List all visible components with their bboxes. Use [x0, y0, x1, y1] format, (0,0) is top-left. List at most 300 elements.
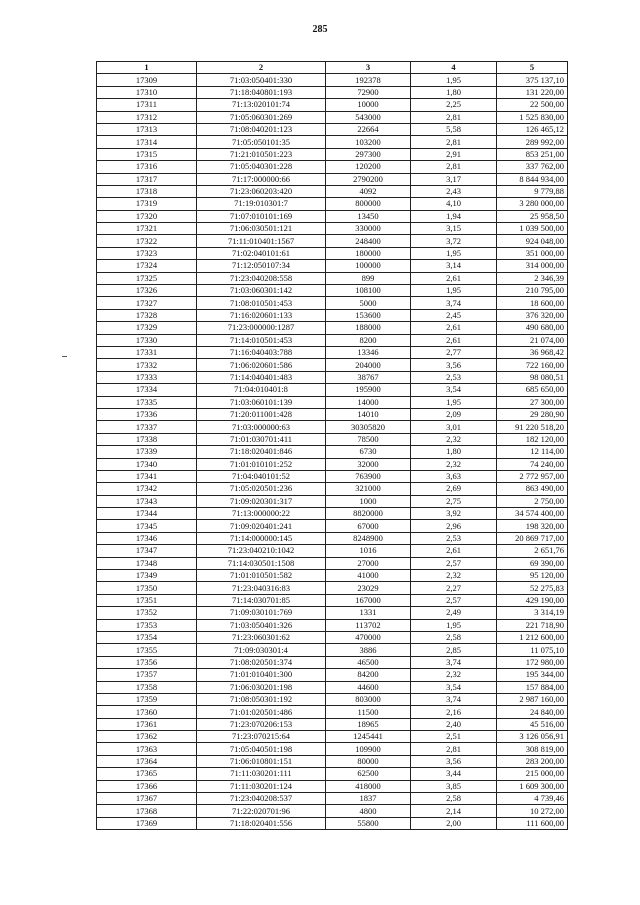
table-cell: 2,77	[411, 346, 497, 358]
table-row	[97, 173, 568, 185]
table-cell: 71:23:000000:1287	[197, 322, 326, 334]
table-cell: 3,63	[411, 470, 497, 482]
table-cell: 17310	[97, 86, 197, 98]
table-cell: 351 000,00	[497, 247, 568, 259]
table-row	[97, 74, 568, 86]
table-cell: 2,81	[411, 136, 497, 148]
table-row	[97, 693, 568, 705]
margin-mark	[62, 356, 67, 357]
table-cell: 2,32	[411, 570, 497, 582]
table-cell: 17339	[97, 446, 197, 458]
table-cell: 120200	[326, 161, 411, 173]
table-cell: 24 840,00	[497, 706, 568, 718]
table-cell: 17344	[97, 508, 197, 520]
table-cell: 192378	[326, 74, 411, 86]
table-cell: 17335	[97, 396, 197, 408]
table-cell: 3,44	[411, 768, 497, 780]
table-row	[97, 408, 568, 420]
table-cell: 17349	[97, 570, 197, 582]
table-cell: 71:06:030501:121	[197, 223, 326, 235]
table-cell: 2,61	[411, 322, 497, 334]
table-row	[97, 607, 568, 619]
table-row	[97, 136, 568, 148]
table-cell: 2,96	[411, 520, 497, 532]
table-cell: 27 300,00	[497, 396, 568, 408]
table-cell: 69 390,00	[497, 557, 568, 569]
table-cell: 71:14:030501:1508	[197, 557, 326, 569]
table-cell: 71:06:030201:198	[197, 681, 326, 693]
table-cell: 71:16:040403:788	[197, 346, 326, 358]
table-cell: 2790200	[326, 173, 411, 185]
table-row	[97, 805, 568, 817]
table-cell: 17365	[97, 768, 197, 780]
table-cell: 21 074,00	[497, 334, 568, 346]
table-cell: 376 320,00	[497, 309, 568, 321]
table-cell: 2,32	[411, 458, 497, 470]
table-cell: 71:22:020701:96	[197, 805, 326, 817]
table-row	[97, 508, 568, 520]
table-cell: 14000	[326, 396, 411, 408]
table-cell: 23029	[326, 582, 411, 594]
table-cell: 1 212 600,00	[497, 631, 568, 643]
header-row	[97, 62, 568, 74]
table-cell: 803000	[326, 693, 411, 705]
table-cell: 71:09:020401:241	[197, 520, 326, 532]
table-cell: 3,15	[411, 223, 497, 235]
table-cell: 71:08:020501:374	[197, 656, 326, 668]
table-cell: 685 650,00	[497, 384, 568, 396]
table-cell: 71:23:040208:558	[197, 272, 326, 284]
table-cell: 248400	[326, 235, 411, 247]
table-cell: 71:03:050401:326	[197, 619, 326, 631]
table-cell: 71:01:010501:582	[197, 570, 326, 582]
table-cell: 71:03:000000:63	[197, 421, 326, 433]
table-cell: 71:23:060301:62	[197, 631, 326, 643]
table-cell: 3,17	[411, 173, 497, 185]
table-cell: 3,56	[411, 359, 497, 371]
table-row	[97, 557, 568, 569]
page-number: 285	[312, 24, 328, 35]
table-cell: 71:03:060301:142	[197, 285, 326, 297]
table-cell: 8 844 934,00	[497, 173, 568, 185]
table-cell: 2,14	[411, 805, 497, 817]
table-cell: 71:09:030301:4	[197, 644, 326, 656]
column-header: 3	[326, 62, 411, 74]
table-cell: 2,40	[411, 718, 497, 730]
table-cell: 1245441	[326, 731, 411, 743]
table-cell: 2,91	[411, 148, 497, 160]
table-cell: 17326	[97, 285, 197, 297]
table-row	[97, 483, 568, 495]
table-row	[97, 470, 568, 482]
table-cell: 71:14:030701:85	[197, 594, 326, 606]
table-cell: 71:08:040201:123	[197, 123, 326, 135]
table-row	[97, 669, 568, 681]
table-row	[97, 334, 568, 346]
table-cell: 71:01:010101:252	[197, 458, 326, 470]
table-row	[97, 86, 568, 98]
table-cell: 210 795,00	[497, 285, 568, 297]
table-cell: 17338	[97, 433, 197, 445]
table-cell: 5,58	[411, 123, 497, 135]
table-cell: 17318	[97, 185, 197, 197]
table-cell: 44600	[326, 681, 411, 693]
table-cell: 71:18:020401:846	[197, 446, 326, 458]
table-cell: 17320	[97, 210, 197, 222]
table-cell: 27000	[326, 557, 411, 569]
table-cell: 2,25	[411, 99, 497, 111]
table-cell: 3,14	[411, 260, 497, 272]
table-cell: 74 240,00	[497, 458, 568, 470]
table-cell: 71:11:030201:111	[197, 768, 326, 780]
table-row	[97, 768, 568, 780]
table-cell: 71:06:010801:151	[197, 755, 326, 767]
table-cell: 109900	[326, 743, 411, 755]
table-row	[97, 817, 568, 829]
table-cell: 71:06:020601:586	[197, 359, 326, 371]
table-cell: 29 280,90	[497, 408, 568, 420]
table-cell: 2,00	[411, 817, 497, 829]
table-cell: 2,32	[411, 433, 497, 445]
table-cell: 71:05:060301:269	[197, 111, 326, 123]
table-cell: 17366	[97, 780, 197, 792]
table-cell: 1331	[326, 607, 411, 619]
table-cell: 17321	[97, 223, 197, 235]
table-cell: 429 190,00	[497, 594, 568, 606]
table-cell: 71:03:060101:139	[197, 396, 326, 408]
table-row	[97, 594, 568, 606]
table-cell: 13450	[326, 210, 411, 222]
table-cell: 17368	[97, 805, 197, 817]
table-row	[97, 545, 568, 557]
table-cell: 283 200,00	[497, 755, 568, 767]
table-cell: 2,81	[411, 743, 497, 755]
table-cell: 543000	[326, 111, 411, 123]
table-row	[97, 793, 568, 805]
table-cell: 71:14:040401:483	[197, 371, 326, 383]
table-cell: 337 762,00	[497, 161, 568, 173]
table-row	[97, 743, 568, 755]
table-cell: 2,45	[411, 309, 497, 321]
table-cell: 98 080,51	[497, 371, 568, 383]
table-cell: 172 980,00	[497, 656, 568, 668]
table-body	[97, 74, 568, 830]
table-cell: 71:13:020101:74	[197, 99, 326, 111]
table-cell: 71:23:040316:83	[197, 582, 326, 594]
table-cell: 95 120,00	[497, 570, 568, 582]
table-cell: 100000	[326, 260, 411, 272]
table-cell: 17336	[97, 408, 197, 420]
table-cell: 20 869 717,00	[497, 532, 568, 544]
table-cell: 3,72	[411, 235, 497, 247]
table-cell: 17343	[97, 495, 197, 507]
table-cell: 2,69	[411, 483, 497, 495]
table-row	[97, 433, 568, 445]
table-cell: 2,27	[411, 582, 497, 594]
table-cell: 17319	[97, 198, 197, 210]
table-cell: 71:11:030201:124	[197, 780, 326, 792]
table-cell: 2 750,00	[497, 495, 568, 507]
table-cell: 11500	[326, 706, 411, 718]
table-cell: 17356	[97, 656, 197, 668]
table-cell: 17354	[97, 631, 197, 643]
table-cell: 22 500,00	[497, 99, 568, 111]
table-cell: 11 075,10	[497, 644, 568, 656]
table-row	[97, 223, 568, 235]
table-cell: 17309	[97, 74, 197, 86]
table-cell: 22664	[326, 123, 411, 135]
table-cell: 71:23:070215:64	[197, 731, 326, 743]
table-cell: 17358	[97, 681, 197, 693]
table-cell: 71:04:040101:52	[197, 470, 326, 482]
table-cell: 3886	[326, 644, 411, 656]
table-cell: 55800	[326, 817, 411, 829]
table-cell: 17352	[97, 607, 197, 619]
table-row	[97, 161, 568, 173]
table-cell: 71:21:010501:223	[197, 148, 326, 160]
table-cell: 863 490,00	[497, 483, 568, 495]
table-cell: 1 609 300,00	[497, 780, 568, 792]
column-header: 2	[197, 62, 326, 74]
table-cell: 167000	[326, 594, 411, 606]
table-row	[97, 656, 568, 668]
table-cell: 6730	[326, 446, 411, 458]
table-cell: 17329	[97, 322, 197, 334]
table-cell: 1,95	[411, 396, 497, 408]
table-cell: 17330	[97, 334, 197, 346]
table-row	[97, 99, 568, 111]
table-cell: 71:05:040501:198	[197, 743, 326, 755]
table-cell: 3,54	[411, 681, 497, 693]
table-cell: 25 958,50	[497, 210, 568, 222]
table-cell: 1000	[326, 495, 411, 507]
table-cell: 2,61	[411, 272, 497, 284]
table-row	[97, 371, 568, 383]
table-cell: 18 600,00	[497, 297, 568, 309]
table-cell: 14010	[326, 408, 411, 420]
table-row	[97, 446, 568, 458]
table-cell: 8200	[326, 334, 411, 346]
table-cell: 71:07:010101:169	[197, 210, 326, 222]
table-cell: 17347	[97, 545, 197, 557]
table-row	[97, 260, 568, 272]
table-row	[97, 396, 568, 408]
table-cell: 10000	[326, 99, 411, 111]
data-table	[96, 61, 568, 830]
table-cell: 17328	[97, 309, 197, 321]
table-cell: 17324	[97, 260, 197, 272]
column-header: 4	[411, 62, 497, 74]
table-cell: 17361	[97, 718, 197, 730]
table-row	[97, 198, 568, 210]
table-cell: 188000	[326, 322, 411, 334]
table-row	[97, 582, 568, 594]
table-cell: 71:11:010401:1567	[197, 235, 326, 247]
table-cell: 71:14:010501:453	[197, 334, 326, 346]
table-cell: 17322	[97, 235, 197, 247]
table-row	[97, 520, 568, 532]
table-cell: 71:23:070206:153	[197, 718, 326, 730]
table-cell: 2,61	[411, 545, 497, 557]
table-cell: 1,95	[411, 247, 497, 259]
table-cell: 1016	[326, 545, 411, 557]
table-row	[97, 681, 568, 693]
table-row	[97, 309, 568, 321]
table-row	[97, 384, 568, 396]
table-cell: 17314	[97, 136, 197, 148]
table-cell: 3 314,19	[497, 607, 568, 619]
table-cell: 8248900	[326, 532, 411, 544]
table-cell: 3,74	[411, 297, 497, 309]
table-cell: 17327	[97, 297, 197, 309]
table-cell: 71:01:020501:486	[197, 706, 326, 718]
table-row	[97, 285, 568, 297]
table-cell: 2,49	[411, 607, 497, 619]
table-cell: 17316	[97, 161, 197, 173]
table-cell: 17367	[97, 793, 197, 805]
table-cell: 71:23:040210:1042	[197, 545, 326, 557]
table-cell: 1837	[326, 793, 411, 805]
table-cell: 195 344,00	[497, 669, 568, 681]
column-header: 1	[97, 62, 197, 74]
table-row	[97, 755, 568, 767]
table-cell: 1 525 830,00	[497, 111, 568, 123]
table-cell: 204000	[326, 359, 411, 371]
table-cell: 800000	[326, 198, 411, 210]
table-cell: 67000	[326, 520, 411, 532]
table-cell: 71:01:010401:300	[197, 669, 326, 681]
table-cell: 71:09:020301:317	[197, 495, 326, 507]
table-cell: 4,10	[411, 198, 497, 210]
table-cell: 71:04:010401:8	[197, 384, 326, 396]
table-cell: 321000	[326, 483, 411, 495]
table-cell: 182 120,00	[497, 433, 568, 445]
table-cell: 17333	[97, 371, 197, 383]
table-cell: 3,01	[411, 421, 497, 433]
table-cell: 17359	[97, 693, 197, 705]
table-cell: 17313	[97, 123, 197, 135]
table-cell: 13346	[326, 346, 411, 358]
table-cell: 297300	[326, 148, 411, 160]
table-cell: 71:20:011001:428	[197, 408, 326, 420]
table-cell: 4800	[326, 805, 411, 817]
table-cell: 71:02:040101:61	[197, 247, 326, 259]
table-cell: 46500	[326, 656, 411, 668]
table-cell: 52 275,83	[497, 582, 568, 594]
column-header: 5	[497, 62, 568, 74]
table-cell: 8820000	[326, 508, 411, 520]
table-cell: 375 137,10	[497, 74, 568, 86]
table-cell: 314 000,00	[497, 260, 568, 272]
table-cell: 1,95	[411, 619, 497, 631]
table-cell: 2,85	[411, 644, 497, 656]
table-row	[97, 780, 568, 792]
table-cell: 215 000,00	[497, 768, 568, 780]
table-cell: 180000	[326, 247, 411, 259]
table-cell: 153600	[326, 309, 411, 321]
table-cell: 2,16	[411, 706, 497, 718]
table-cell: 17351	[97, 594, 197, 606]
table-row	[97, 123, 568, 135]
table-cell: 103200	[326, 136, 411, 148]
table-row	[97, 185, 568, 197]
table-cell: 2 772 957,00	[497, 470, 568, 482]
table-cell: 71:23:040208:537	[197, 793, 326, 805]
table-cell: 17312	[97, 111, 197, 123]
table-row	[97, 532, 568, 544]
table-cell: 17341	[97, 470, 197, 482]
table-cell: 2,43	[411, 185, 497, 197]
table-cell: 17337	[97, 421, 197, 433]
table-cell: 17369	[97, 817, 197, 829]
table-cell: 108100	[326, 285, 411, 297]
table-cell: 3,74	[411, 656, 497, 668]
table-cell: 2,53	[411, 532, 497, 544]
table-cell: 470000	[326, 631, 411, 643]
table-cell: 71:03:050401:330	[197, 74, 326, 86]
table-cell: 1 039 500,00	[497, 223, 568, 235]
table-cell: 2,57	[411, 557, 497, 569]
table-row	[97, 619, 568, 631]
table-cell: 17357	[97, 669, 197, 681]
table-cell: 36 968,42	[497, 346, 568, 358]
table-cell: 490 680,00	[497, 322, 568, 334]
table-cell: 2,61	[411, 334, 497, 346]
table-cell: 91 220 518,20	[497, 421, 568, 433]
table-cell: 71:05:050101:35	[197, 136, 326, 148]
table-row	[97, 247, 568, 259]
table-cell: 2,81	[411, 161, 497, 173]
table-cell: 71:01:030701:411	[197, 433, 326, 445]
table-cell: 3,85	[411, 780, 497, 792]
table-cell: 71:18:020401:556	[197, 817, 326, 829]
table-cell: 71:14:000000:145	[197, 532, 326, 544]
table-cell: 32000	[326, 458, 411, 470]
table-cell: 924 048,00	[497, 235, 568, 247]
table-cell: 2,58	[411, 631, 497, 643]
table-cell: 3,92	[411, 508, 497, 520]
table-cell: 113702	[326, 619, 411, 631]
table-cell: 2,32	[411, 669, 497, 681]
table-cell: 17348	[97, 557, 197, 569]
table-cell: 71:05:040301:228	[197, 161, 326, 173]
table-cell: 71:05:020501:236	[197, 483, 326, 495]
table-row	[97, 706, 568, 718]
table-cell: 1,94	[411, 210, 497, 222]
table-cell: 418000	[326, 780, 411, 792]
table-cell: 10 272,00	[497, 805, 568, 817]
table-cell: 3,56	[411, 755, 497, 767]
table-cell: 308 819,00	[497, 743, 568, 755]
table-cell: 1,95	[411, 285, 497, 297]
table-cell: 111 600,00	[497, 817, 568, 829]
table-cell: 126 465,12	[497, 123, 568, 135]
table-cell: 71:16:020601:133	[197, 309, 326, 321]
table-cell: 3,74	[411, 693, 497, 705]
table-row	[97, 495, 568, 507]
table-row	[97, 322, 568, 334]
table-cell: 2,09	[411, 408, 497, 420]
table-cell: 3 280 000,00	[497, 198, 568, 210]
table-cell: 71:18:040801:193	[197, 86, 326, 98]
table-cell: 2,75	[411, 495, 497, 507]
table-cell: 71:17:000000:66	[197, 173, 326, 185]
table-cell: 71:09:030101:769	[197, 607, 326, 619]
table-cell: 2,58	[411, 793, 497, 805]
table-cell: 80000	[326, 755, 411, 767]
table-cell: 17311	[97, 99, 197, 111]
table-cell: 17332	[97, 359, 197, 371]
